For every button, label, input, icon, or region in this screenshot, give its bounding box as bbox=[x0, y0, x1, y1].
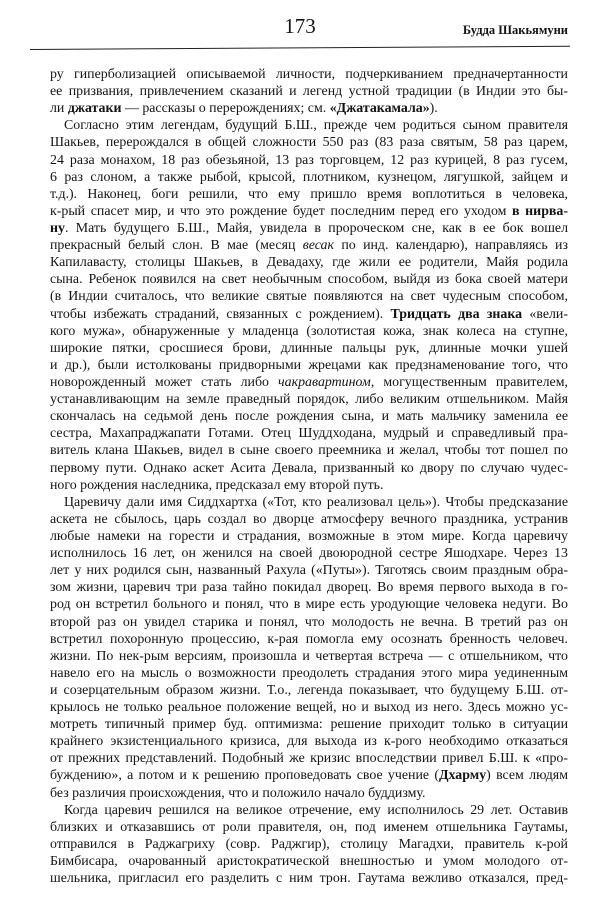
text-line bbox=[50, 237, 568, 254]
text-line bbox=[50, 220, 568, 237]
text-line: без различия происхождения, что и положило начало буддизму. bbox=[50, 785, 426, 801]
paragraph bbox=[50, 66, 568, 117]
italic-term: весак bbox=[302, 238, 334, 254]
text-segment: по инд. календарю), направляясь из bbox=[334, 238, 568, 254]
text-segment: . Мать будущего Б.Ш., Майя, увидела в пророческом сне, как в ее бок вошел bbox=[64, 220, 568, 236]
text-line: лет у них родился сын, названный Рахула («Путы»). Тяготясь своим праздным обра- bbox=[50, 563, 568, 579]
text-line: Шакьев, перерождался в общей сложности 550 раз (83 раза святым, 58 раз царем, bbox=[50, 135, 568, 151]
text-segment: ). bbox=[429, 101, 438, 117]
text-line: и др.), были истолкованы придворными жрецами как предзнаменование того, что bbox=[50, 357, 568, 373]
text-line: Согласно этим легендам, будущий Б.Ш., прежде чем родиться сыном правителя bbox=[64, 118, 568, 134]
text-segment: ли bbox=[50, 101, 68, 117]
text-line: и созерцательным образом жизни. Т.о., легенда показывает, что будущему Б.Ш. от- bbox=[50, 682, 568, 698]
bold-term: в нирва- bbox=[512, 203, 568, 219]
text-segment: ) всем людям bbox=[486, 768, 568, 784]
text-line bbox=[50, 100, 568, 117]
bold-term: ну bbox=[50, 220, 65, 236]
text-line: близких и отказавшись от роли правителя, он, под именем отшельника Гаутамы, bbox=[50, 819, 568, 835]
text-line: зом жизни, царевич три раза тайно покидал дворец. Во время первого выхода в го- bbox=[50, 580, 568, 596]
paragraph bbox=[50, 117, 568, 493]
text-line: скончалась на седьмой день после рождения сына, и мать мальчику заменила ее bbox=[50, 409, 568, 425]
text-line: отправился в Раджагриху (совр. Раджгир), столицу Магадхи, правитель к-рой bbox=[50, 836, 568, 852]
text-line: ного рождения наследника, предсказал ему второй путь. bbox=[50, 477, 384, 493]
text-line: аскета не сбылось, царь создал во дворце атмосферу вечного праздника, устранив bbox=[50, 511, 568, 527]
text-line bbox=[50, 203, 568, 220]
text-segment: «вели- bbox=[522, 306, 568, 322]
bold-term: «Джатакамала» bbox=[329, 101, 430, 117]
text-segment: чтобы избежать страданий, связанных с рождением). bbox=[50, 306, 391, 322]
text-line: ее призвания, привлечением сказаний и легенд устной традиции (в Индии это бы- bbox=[50, 84, 568, 100]
text-line: крайнего экзистенциального кризиса, для выхода из к-рого необходимо отказаться bbox=[50, 734, 568, 750]
text-segment: к-рый спасет мир, и что это рождение будет последним перед его уходом bbox=[50, 203, 513, 219]
text-segment: буждению», а потом и к решению проповедовать свое учение ( bbox=[50, 768, 439, 784]
text-line: 6 раз слоном, а также рыбой, крысой, плотником, кузнецом, лягушкой, зайцем и bbox=[50, 169, 568, 185]
text-line: от прежних представлений. Подобный же кризис впоследствии привел Б.Ш. к «про- bbox=[50, 751, 568, 767]
text-line: Бимбисара, очарованный аристократической внешностью и умом молодого от- bbox=[50, 854, 568, 870]
text-segment: , могущественным правителем, bbox=[370, 374, 568, 390]
text-line: исполнилось 16 лет, он женился на своей двоюродной сестре Яшодхаре. Через 13 bbox=[50, 546, 568, 562]
running-head: Будда Шакьямуни bbox=[462, 23, 568, 37]
text-line: широкие пятки, сросшиеся брови, длинные пальцы рук, длинные мочки ушей bbox=[50, 340, 568, 356]
text-line: род он встретил больного и понял, что в мире есть уродующие человека недуги. Во bbox=[50, 597, 568, 613]
text-segment: прекрасный белый слон. В мае (месяц bbox=[50, 238, 303, 254]
bold-term: джатаки bbox=[67, 101, 122, 117]
text-line: Когда царевич решился на великое отречение, ему исполнилось 29 лет. Оставив bbox=[64, 802, 568, 818]
text-line: устанавливающим на земле праведный порядок, либо великим отшельником. Майя bbox=[50, 392, 568, 408]
text-line: сына. Ребенок появился на свет необычным способом, выйдя из бока своей матери bbox=[50, 272, 568, 288]
text-line: (в Индии считалось, что великие святые появляются на свет чудесным способом, bbox=[50, 289, 568, 305]
text-line: кого мужа», обнаруженные у младенца (золотистая кожа, знак колеса на ступне, bbox=[50, 323, 568, 339]
body-text bbox=[50, 66, 568, 887]
bold-term: Дхарму bbox=[438, 768, 487, 784]
text-segment: — рассказы о перерождениях; см. bbox=[121, 101, 330, 117]
text-line: Капилавасту, столицы Шакьев, в Девадаху, где жили ее родители, Майя родила bbox=[50, 255, 568, 271]
bold-term: Тридцать два знака bbox=[390, 306, 523, 322]
text-line: любые намеки на горести и страдания, возможные в этом мире. Когда царевичу bbox=[50, 528, 568, 544]
text-line bbox=[50, 306, 568, 323]
text-line: второй раз он увидел старика и понял, что молодость не вечна. В третий раз он bbox=[50, 614, 568, 630]
text-line: навело его на мысль о возможности преодолеть страдания этого мира уединенным bbox=[50, 665, 568, 681]
text-line bbox=[50, 374, 568, 391]
text-line bbox=[50, 767, 568, 784]
paragraph bbox=[50, 494, 568, 802]
text-line: Царевичу дали имя Сиддхартха («Тот, кто реализовал цель»). Чтобы предсказание bbox=[64, 494, 568, 510]
text-line: т.д.). Наконец, боги решили, что ему пришло время воплотиться в человека, bbox=[50, 186, 568, 202]
text-line: сестра, Махапраджапати Готами. Отец Шуддходана, мудрый и справедливый пра- bbox=[50, 426, 568, 442]
paragraph bbox=[50, 802, 568, 888]
text-line: 24 раза монахом, 18 раз обезьяной, 13 раз торговцем, 12 раз курицей, 8 раз гусем, bbox=[50, 152, 568, 168]
text-line: жизни. По нек-рым версиям, произошла и четвертая встреча — с отшельником, что bbox=[50, 648, 568, 664]
text-line: крылось не только реальное положение вещей, но и выход из него. Здесь можно ус- bbox=[50, 700, 568, 716]
header-rule bbox=[30, 46, 570, 50]
text-line: мотреть типичный пример буд. оптимизма: решение приходит только в ситуации bbox=[50, 717, 568, 733]
page-number: 173 bbox=[284, 14, 316, 38]
italic-term: чакравартином bbox=[278, 374, 371, 390]
text-segment: новорожденный может стать либо bbox=[50, 374, 279, 390]
text-line: ру гиперболизацией описываемой личности, подчеркиванием предначертанности bbox=[50, 67, 568, 82]
text-line: первому пути. Однако аскет Асита Девала, призванный ко двору по случаю чудес- bbox=[50, 460, 568, 476]
text-line: витель клана Шакьев, видел в сыне своего преемника и желал, чтобы тот пошел по bbox=[50, 443, 568, 459]
text-line: встретил похоронную процессию, к-рая помогла ему осознать бренность человеч. bbox=[50, 631, 568, 647]
text-line: шельника, пригласил его разделить с ним трон. Гаутама вежливо отказался, пред- bbox=[50, 871, 568, 887]
